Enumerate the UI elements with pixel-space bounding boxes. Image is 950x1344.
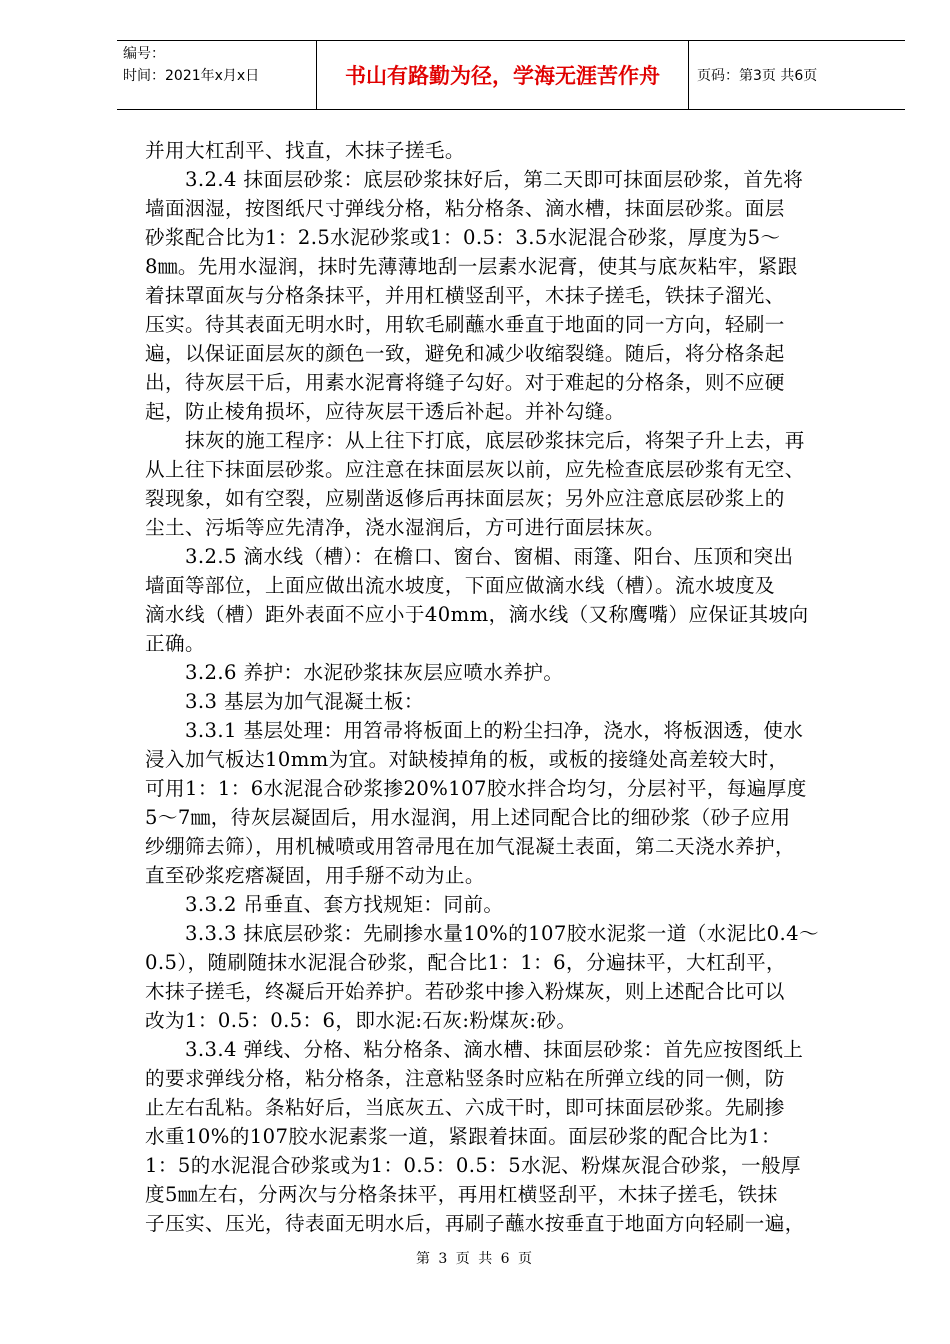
header-time: 时间：2021年x月x日 [123, 68, 260, 84]
text-line: 抹灰的施工程序：从上往下打底，底层砂浆抹完后，将架子升上去，再 [145, 429, 805, 452]
text-line: 水重10%的107胶水泥素浆一道，紧跟着抹面。面层砂浆的配合比为1： [145, 1125, 782, 1148]
text-line: 纱绷筛去筛），用机械喷或用笤帚甩在加气混凝土表面，第二天浇水养护， [145, 835, 795, 858]
text-line: 3.3.1 基层处理：用笤帚将板面上的粉尘扫净，浇水，将板洇透，使水 [145, 719, 804, 742]
header-page-number: 页码：第3页 共6页 [697, 68, 818, 84]
text-line: 浸入加气板达10mm为宜。对缺棱掉角的板，或板的接缝处高差较大时， [145, 748, 789, 771]
text-line: 止左右乱粘。条粘好后，当底灰五、六成干时，即可抹面层砂浆。先刷掺 [145, 1096, 785, 1119]
text-line: 滴水线（槽）距外表面不应小于40mm，滴水线（又称鹰嘴）应保证其坡向 [145, 603, 809, 626]
text-line: 并用大杠刮平、找直，木抹子搓毛。 [145, 139, 465, 162]
text-line: 起，防止棱角损坏，应待灰层干透后补起。并补勾缝。 [145, 400, 625, 423]
text-line: 墙面洇湿，按图纸尺寸弹线分格，粘分格条、滴水槽，抹面层砂浆。面层 [145, 197, 785, 220]
text-line: 压实。待其表面无明水时，用软毛刷蘸水垂直于地面的同一方向，轻刷一 [145, 313, 785, 336]
document-body [145, 136, 885, 1238]
text-line: 改为1：0.5：0.5：6，即水泥:石灰:粉煤灰:砂。 [145, 1009, 577, 1032]
text-line: 3.3.4 弹线、分格、粘分格条、滴水槽、抹面层砂浆：首先应按图纸上 [145, 1038, 804, 1061]
text-line: 3.2.4 抹面层砂浆：底层砂浆抹好后，第二天即可抹面层砂浆，首先将 [145, 168, 804, 191]
text-line: 度5㎜左右，分两次与分格条抹平，再用杠横竖刮平，木抹子搓毛，铁抹 [145, 1183, 778, 1206]
text-line: 木抹子搓毛，终凝后开始养护。若砂浆中掺入粉煤灰，则上述配合比可以 [145, 980, 785, 1003]
page-footer: 第 3 页 共 6 页 [415, 1251, 535, 1267]
text-line: 子压实、压光，待表面无明水后，再刷子蘸水按垂直于地面方向轻刷一遍， [145, 1212, 805, 1235]
text-line: 正确。 [145, 632, 205, 655]
text-line: 尘土、污垢等应先清净，浇水湿润后，方可进行面层抹灰。 [145, 516, 665, 539]
page-header [117, 40, 905, 110]
text-line: 3.3.3 抹底层砂浆：先刷掺水量10%的107胶水泥浆一道（水泥比0.4～ [145, 922, 820, 945]
text-line: 墙面等部位，上面应做出流水坡度，下面应做滴水线（槽）。流水坡度及 [145, 574, 775, 597]
text-line: 遍，以保证面层灰的颜色一致，避免和减少收缩裂缝。随后，将分格条起 [145, 342, 785, 365]
text-line: 5～7㎜，待灰层凝固后，用水湿润，用上述同配合比的细砂浆（砂子应用 [145, 806, 791, 829]
text-line: 着抹罩面灰与分格条抹平，并用杠横竖刮平，木抹子搓毛，铁抹子溜光、 [145, 284, 785, 307]
text-line: 3.2.6 养护：水泥砂浆抹灰层应喷水养护。 [145, 661, 564, 684]
text-line: 砂浆配合比为1：2.5水泥砂浆或1：0.5：3.5水泥混合砂浆，厚度为5～ [145, 226, 781, 249]
text-line: 的要求弹线分格，粘分格条，注意粘竖条时应粘在所弹立线的同一侧，防 [145, 1067, 785, 1090]
text-line: 出，待灰层干后，用素水泥膏将缝子勾好。对于难起的分格条，则不应硬 [145, 371, 785, 394]
header-motto: 书山有路勤为径，学海无涯苦作舟 [316, 41, 689, 109]
text-line: 从上往下抹面层砂浆。应注意在抹面层灰以前，应先检查底层砂浆有无空、 [145, 458, 805, 481]
text-line: 裂现象，如有空裂，应剔凿返修后再抹面层灰；另外应注意底层砂浆上的 [145, 487, 785, 510]
text-line: 1：5的水泥混合砂浆或为1：0.5：0.5：5水泥、粉煤灰混合砂浆，一般厚 [145, 1154, 802, 1177]
text-line: 8㎜。先用水湿润，抹时先薄薄地刮一层素水泥膏，使其与底灰粘牢，紧跟 [145, 255, 798, 278]
text-line: 3.3 基层为加气混凝土板： [145, 690, 424, 713]
header-meta [117, 41, 316, 109]
text-line: 直至砂浆疙瘩凝固，用手掰不动为止。 [145, 864, 485, 887]
text-line: 0.5），随刷随抹水泥混合砂浆，配合比1：1：6，分遍抹平，大杠刮平， [145, 951, 786, 974]
text-line: 3.3.2 吊垂直、套方找规矩：同前。 [145, 893, 504, 916]
text-line: 3.2.5 滴水线（槽）：在檐口、窗台、窗楣、雨篷、阳台、压顶和突出 [145, 545, 794, 568]
text-line: 可用1：1：6水泥混合砂浆掺20%107胶水拌合均匀，分层衬平，每遍厚度 [145, 777, 807, 800]
header-number: 编号： [123, 46, 165, 62]
